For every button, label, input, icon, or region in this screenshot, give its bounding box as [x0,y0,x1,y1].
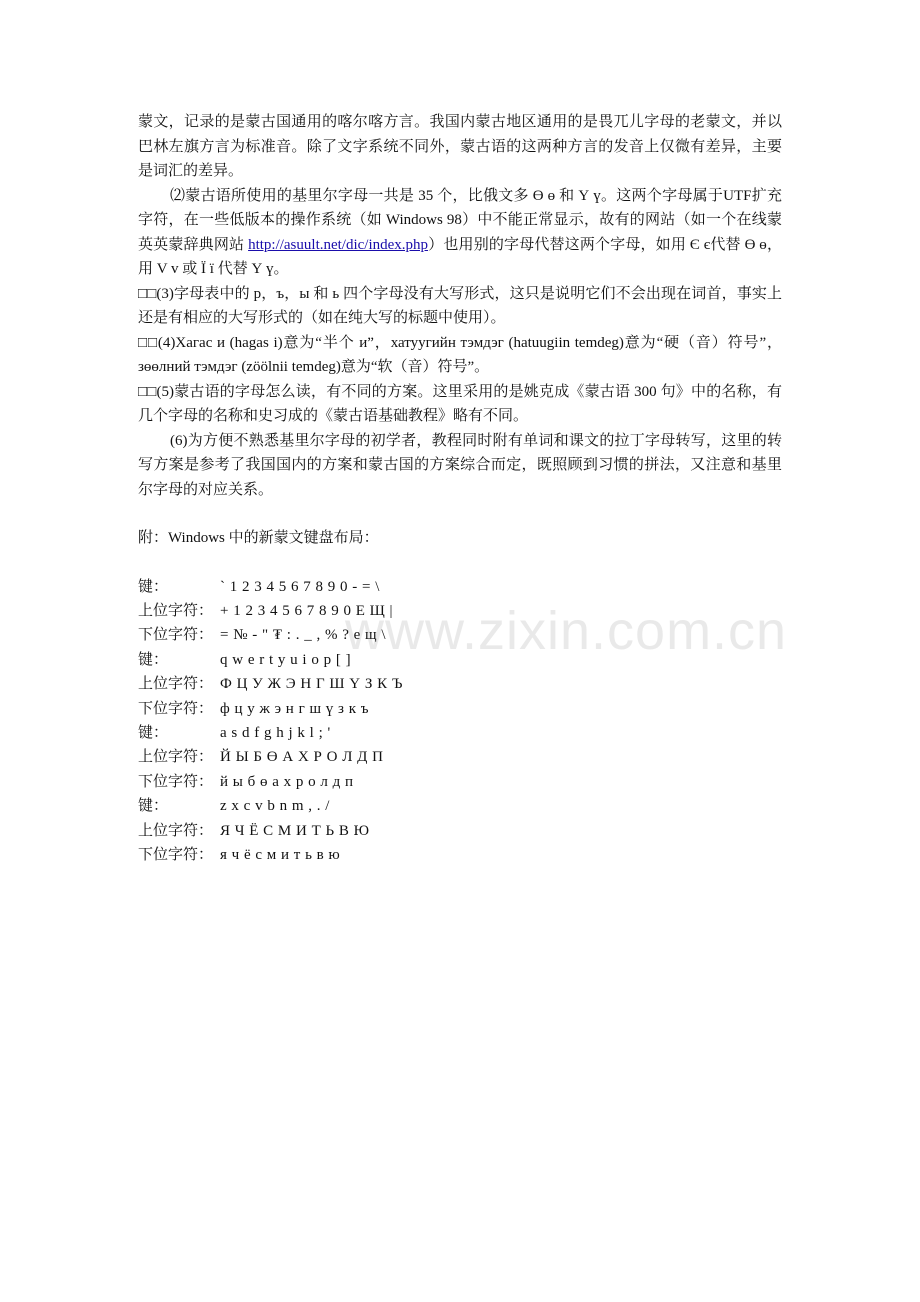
keyboard-row [138,721,782,745]
keyboard-row [138,599,782,623]
keyboard-layout-table [138,575,782,868]
row-value: й ы б ө а х р о л д п [220,773,354,790]
row-label: 上位字符： [138,822,214,839]
keyboard-row [138,819,782,843]
site-watermark: www.zixin.com.cn [345,601,788,661]
spacer [138,502,782,526]
paragraph-2 [138,184,782,282]
row-label: 下位字符： [138,773,214,790]
row-label: 上位字符： [138,676,214,693]
keyboard-row [138,794,782,818]
paragraph-1: 蒙文，记录的是蒙古国通用的喀尔喀方言。我国内蒙古地区通用的是畏兀儿字母的老蒙文，并以巴林左旗方言为标准音。除了文字系统不同外，蒙古语的这两种方言的发音上仅微有差异，主要是词汇的差异。 [138,114,782,179]
row-label: 键： [138,651,169,668]
document-page [138,110,782,867]
row-value: Й Ы Б Ө А Х Р О Л Д П [220,749,384,766]
row-value: ` 1 2 3 4 5 6 7 8 9 0 - = \ [220,578,380,595]
row-value: z x c v b n m , . / [220,798,330,815]
paragraph-4: □□(4)Хагас и (hagas i)意为“半个 и”，хатуугийн тэмдэг (hatuugiin temdeg)意为“硬（音）符号”，зөөлний тэмдэг (zöölnii temdeg)意为“软（音）符号”。 [138,334,782,375]
row-label: 键： [138,798,169,815]
row-value: q w e r t y u i o p [ ] [220,651,352,668]
row-label: 上位字符： [138,749,214,766]
keyboard-row [138,697,782,721]
paragraph-6: (6)为方便不熟悉基里尔字母的初学者，教程同时附有单词和课文的拉丁字母转写，这里的转写方案是参考了我国国内的方案和蒙古国的方案综合而定，既照顾到习惯的拼法，又注意和基里尔字母的对应关系。 [138,432,782,498]
row-label: 下位字符： [138,627,214,644]
row-label: 下位字符： [138,700,214,717]
keyboard-row [138,648,782,672]
paragraph-5: □□(5)蒙古语的字母怎么读，有不同的方案。这里采用的是姚克成《蒙古语 300 句》中的名称，有几个字母的名称和史习成的《蒙古语基础教程》略有不同。 [138,383,782,424]
paragraph-3: □□(3)字母表中的 р，ъ，ы 和 ь 四个字母没有大写形式，这只是说明它们不会出现在词首，事实上还是有相应的大写形式的（如在纯大写的标题中使用）。 [138,285,782,326]
keyboard-row [138,745,782,769]
row-value: я ч ё с м и т ь в ю [220,846,341,863]
dictionary-link[interactable]: http://asuult.net/dic/index.php [248,236,429,253]
spacer [138,551,782,575]
row-value: Ф Ц У Ж Э Н Г Ш Ү З К Ъ [220,676,403,693]
row-value: Я Ч Ё С М И Т Ь В Ю [220,822,370,839]
paragraph-2-text-a: ⑵蒙古语所使用的基里尔字母一共是 35 个，比俄文多 Ө ө 和 Ү ү。这两个字母属于UTF扩充字符，在一些低版本的操作系统（如 Windows 98）中不能正常显示，故有的网站（如一个在线蒙英英蒙辞典网站 [138,187,782,253]
row-value: + 1 2 3 4 5 6 7 8 9 0 Е Щ | [220,602,394,619]
row-label: 键： [138,578,169,595]
keyboard-row [138,672,782,696]
row-value: = № - " ₮ : . _ , % ? е щ \ [220,627,386,644]
row-value: ф ц у ж э н г ш ү з к ъ [220,700,369,717]
keyboard-row [138,623,782,647]
keyboard-row [138,770,782,794]
row-label: 键： [138,724,169,741]
row-label: 上位字符： [138,602,214,619]
paragraph-2-text-b: ）也用别的字母代替这两个字母，如用 Є є代替 Ө ө，用 V v 或 Ï ï 代替 Ү ү。 [138,236,782,277]
row-label: 下位字符： [138,846,214,863]
appendix-title: 附：Windows 中的新蒙文键盘布局： [138,530,379,546]
keyboard-row [138,843,782,867]
row-value: a s d f g h j k l ; ' [220,724,331,741]
keyboard-row [138,575,782,599]
